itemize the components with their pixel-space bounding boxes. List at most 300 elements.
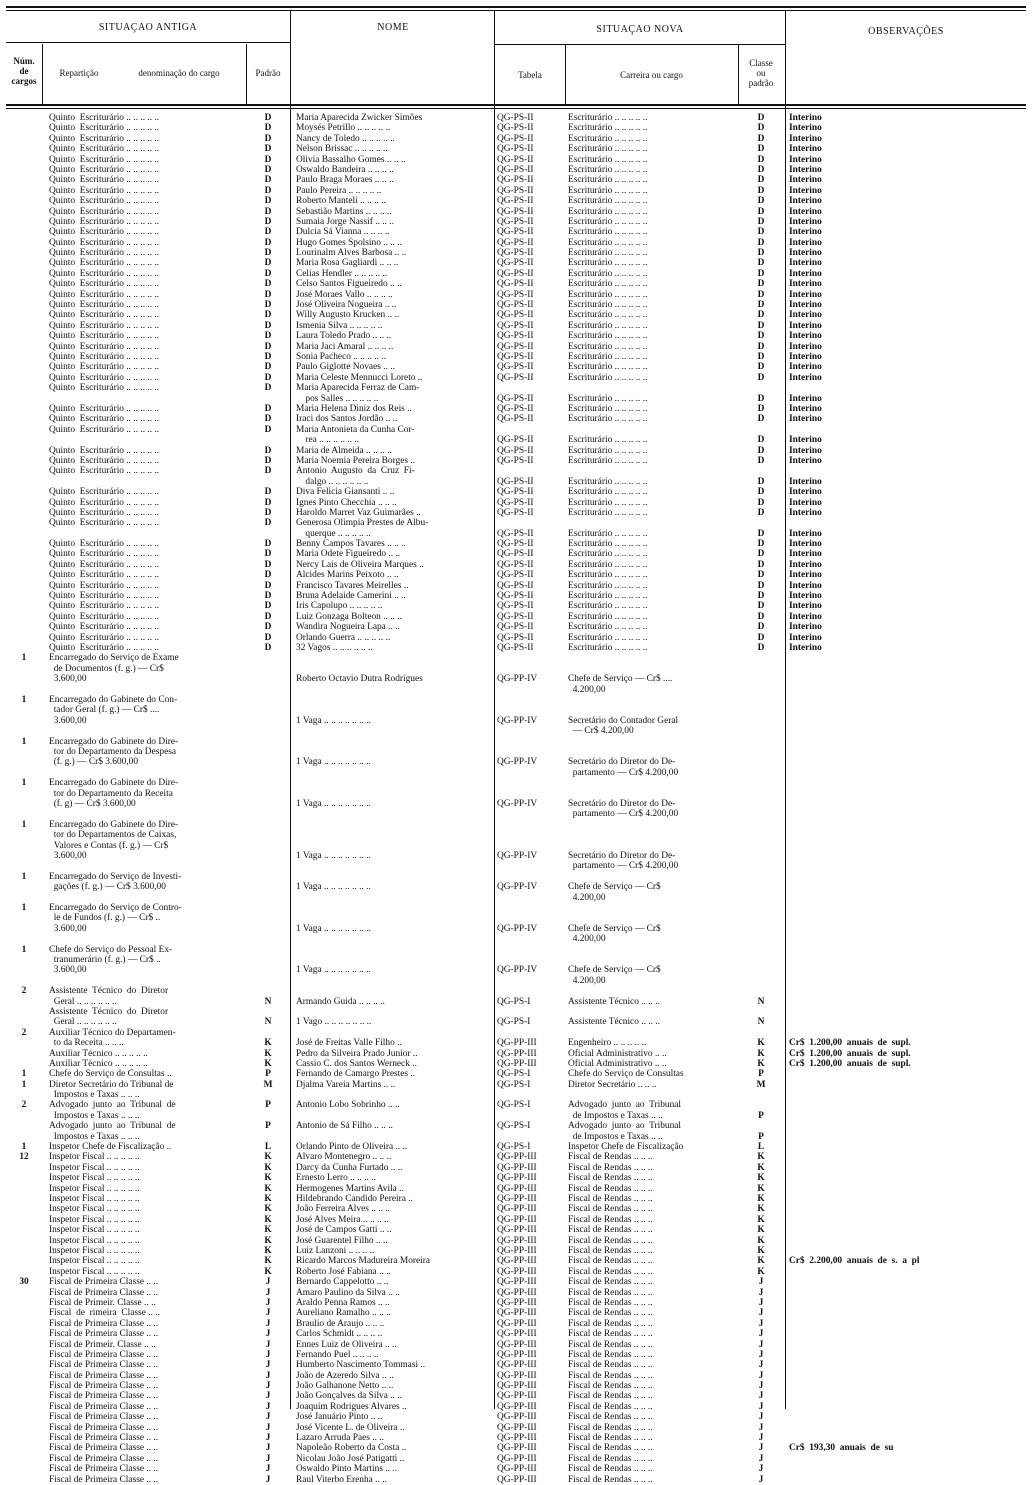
num-cargos-cell: 1 — [21, 1069, 27, 1080]
carreira-cell: Escriturário .. .. .. .. .. — [568, 549, 648, 560]
cargo-cell: Assistente Técnico do Diretor Geral .. .. .. .. .. .. — [49, 986, 169, 1007]
padrao-cell: D — [264, 642, 272, 653]
classe-cell: J — [758, 1474, 764, 1485]
nome-cell: Wandira Nogueira Lapa .. .. — [296, 622, 400, 633]
tabela-cell: QG-PS-I — [497, 1079, 531, 1090]
observacao-cell: Interino — [789, 279, 822, 290]
padrao-cell: J — [265, 1339, 271, 1350]
tabela-cell: QG-PS-II — [497, 268, 534, 279]
subheader-tabela: Tabela — [518, 70, 542, 80]
tabela-cell: QG-PP-III — [497, 1058, 537, 1069]
subheader-divider-right — [495, 44, 785, 45]
table-row — [0, 144, 1032, 154]
carreira-cell: Fiscal de Rendas .. .. .. — [568, 1433, 653, 1444]
cargo-cell: Advogado junto ao Tribunal de Impostos e Taxas .. .. .. — [49, 1121, 176, 1142]
padrao-cell: K — [264, 1162, 272, 1173]
carreira-cell: Escriturário .. .. .. .. .. — [568, 528, 648, 539]
nome-cell: Bernardo Cappelotto .. .. — [296, 1277, 389, 1288]
tabela-cell: QG-PS-I — [497, 1121, 531, 1132]
table-row — [0, 352, 1032, 362]
carreira-cell: Escriturário .. .. .. .. .. — [568, 237, 648, 248]
cargo-cell: Quinto Escriturário .. .. .. .. .. — [49, 611, 160, 622]
nome-cell: Dulcia Sá Vianna .. .. .. .. — [296, 227, 390, 238]
nome-cell: Orlando Pinto de Oliveira .. .. — [296, 1142, 408, 1153]
classe-cell: K — [757, 1245, 765, 1256]
cargo-cell: Quinto Escriturário .. .. .. .. .. — [49, 591, 160, 602]
classe-cell: K — [757, 1038, 765, 1049]
carreira-cell: Escriturário .. .. .. .. .. — [568, 642, 648, 653]
carreira-cell: Fiscal de Rendas .. .. .. — [568, 1194, 653, 1205]
cargo-cell: Fiscal de Primeira Classe .. .. — [49, 1318, 159, 1329]
observacao-cell: Interino — [789, 487, 822, 498]
tabela-cell: QG-PS-II — [497, 403, 534, 414]
nome-cell: José Alves Meira .. .. .. .. — [296, 1214, 389, 1225]
nome-cell: Paulo Giglotte Novaes .. .. — [296, 362, 395, 373]
classe-cell: J — [758, 1453, 764, 1464]
tabela-cell: QG-PS-II — [497, 113, 534, 123]
table-row — [0, 1100, 1032, 1121]
classe-cell: L — [757, 1142, 765, 1153]
cargo-cell: Fiscal de Primeira Classe .. .. — [49, 1453, 159, 1464]
padrao-cell: J — [265, 1297, 271, 1308]
tabela-cell: QG-PS-II — [497, 351, 534, 362]
table-row — [0, 1475, 1032, 1485]
classe-cell: K — [757, 1256, 765, 1267]
tabela-cell: QG-PP-III — [497, 1412, 537, 1423]
cargo-cell: Quinto Escriturário .. .. .. .. .. — [49, 445, 160, 456]
nome-cell: Oswaldo Bandeira .. .. .. .. — [296, 164, 394, 175]
table-row — [0, 653, 1032, 695]
tabela-cell: QG-PS-II — [497, 372, 534, 383]
cargo-cell: Quinto Escriturário .. .. .. .. .. — [49, 196, 160, 207]
nome-cell: Diva Felicia Giansanti .. .. — [296, 487, 395, 498]
table-row — [0, 404, 1032, 414]
carreira-cell: Fiscal de Rendas .. .. .. — [568, 1339, 653, 1350]
cargo-cell: Quinto Escriturário .. .. .. .. .. — [49, 539, 160, 550]
classe-cell: K — [757, 1235, 765, 1246]
observacao-cell: Interino — [789, 289, 822, 300]
observacao-cell: Cr$ 1.200,00 anuais de supl. — [789, 1038, 911, 1049]
observacao-cell: Interino — [789, 196, 822, 207]
cargo-cell: Quinto Escriturário .. .. .. .. .. — [49, 403, 160, 414]
classe-cell: K — [757, 1162, 765, 1173]
padrao-cell: J — [265, 1464, 271, 1475]
padrao-cell: J — [265, 1453, 271, 1464]
carreira-cell: Escriturário .. .. .. .. .. — [568, 279, 648, 290]
classe-cell: N — [757, 1017, 765, 1028]
carreira-cell: Fiscal de Rendas .. .. .. — [568, 1162, 653, 1173]
padrao-cell: D — [264, 445, 272, 456]
num-cargos-cell: 2 — [21, 986, 27, 997]
classe-cell: D — [757, 601, 765, 612]
table-row — [0, 1391, 1032, 1401]
tabela-cell: QG-PS-II — [497, 289, 534, 300]
observacao-cell: Interino — [789, 507, 822, 518]
tabela-cell: QG-PP-III — [497, 1453, 537, 1464]
padrao-cell: D — [264, 227, 272, 238]
nome-cell: Alcides Marins Peixoto .. .. — [296, 570, 399, 581]
cargo-cell: Diretor Secretário do Tribunal de Impostos e Taxas .. .. .. — [49, 1079, 174, 1101]
padrao-cell: N — [264, 996, 272, 1007]
padrao-cell: K — [264, 1058, 272, 1069]
carreira-cell: Escriturário .. .. .. .. .. — [568, 133, 648, 144]
observacao-cell: Interino — [789, 445, 822, 456]
cargo-cell: Encarregado do Serviço de Investi- gações (f. g.) — Cr$ 3.600,00 — [49, 871, 182, 893]
padrao-cell: J — [265, 1318, 271, 1329]
nome-cell: 1 Vaga .. .. .. .. .. .. .. — [296, 715, 371, 726]
tabela-cell: QG-PP-III — [497, 1266, 537, 1277]
padrao-cell: K — [264, 1038, 272, 1049]
carreira-cell: Fiscal de Rendas .. .. .. — [568, 1204, 653, 1215]
padrao-cell: D — [264, 310, 272, 321]
nome-cell: Francisco Tavares Meirelles .. — [296, 580, 409, 591]
classe-cell: D — [757, 164, 765, 175]
tabela-cell: QG-PP-III — [497, 1256, 537, 1267]
padrao-cell: J — [265, 1443, 271, 1454]
nome-cell: Ricardo Marcos Madureira Moreira — [296, 1256, 431, 1267]
observacao-cell: Interino — [789, 497, 822, 508]
tabela-cell: QG-PP-III — [497, 1287, 537, 1298]
observacao-cell: Interino — [789, 113, 822, 123]
nome-cell: Armando Guida .. .. .. .. — [296, 996, 385, 1007]
table-row — [0, 778, 1032, 820]
cargo-cell: Inspetor Fiscal .. .. .. .. .. — [49, 1173, 140, 1184]
nome-cell: 1 Vaga .. .. .. .. .. .. .. — [296, 965, 371, 976]
padrao-cell: P — [265, 1121, 271, 1132]
tabela-cell: QG-PP-III — [497, 1433, 537, 1444]
classe-cell: M — [756, 1079, 766, 1090]
table-row — [0, 269, 1032, 279]
carreira-cell: Escriturário .. .. .. .. .. — [568, 216, 648, 227]
classe-cell: D — [757, 310, 765, 321]
carreira-cell: Assistente Técnico .. .. .. — [568, 1017, 660, 1028]
classe-cell: D — [757, 279, 765, 290]
tabela-cell: QG-PS-II — [497, 414, 534, 425]
cargo-cell: Fiscal de Primeira Classe .. .. — [49, 1474, 159, 1485]
carreira-cell: Fiscal de Rendas .. .. .. — [568, 1183, 653, 1194]
observacao-cell: Interino — [789, 258, 822, 269]
classe-cell: D — [757, 216, 765, 227]
cargo-cell: Fiscal de Primeira Classe .. .. — [49, 1391, 159, 1402]
nome-cell: José de Campos Gatti .. .. — [296, 1225, 392, 1236]
nome-cell: Sumaia Jorge Nassif .. .. .. — [296, 216, 394, 227]
subheader-classe: Classe ou padrão — [748, 58, 774, 88]
table-row — [0, 1173, 1032, 1183]
tabela-cell: QG-PS-II — [497, 528, 534, 539]
nome-cell: Antonio Augusto da Cruz Fi- dalgo .. .. .. .. .. .. — [296, 466, 415, 487]
table-row — [0, 1256, 1032, 1266]
cargo-cell: Quinto Escriturário .. .. .. .. .. — [49, 300, 160, 311]
nome-cell: 1 Vago .. .. .. .. .. .. .. — [296, 1017, 372, 1028]
carreira-cell: Escriturário .. .. .. .. .. — [568, 611, 648, 622]
num-cargos-cell: 1 — [21, 871, 27, 882]
num-cargos-cell: 2 — [21, 1027, 27, 1038]
table-row — [0, 737, 1032, 779]
tabela-cell: QG-PP-IV — [497, 882, 538, 893]
nome-cell: Hermogenes Martins Avila .. — [296, 1183, 404, 1194]
carreira-cell: Escriturário .. .. .. .. .. — [568, 393, 648, 404]
observacao-cell: Interino — [789, 414, 822, 425]
tabela-cell: QG-PS-II — [497, 570, 534, 581]
table-row — [0, 695, 1032, 737]
nome-cell: Hugo Gomes Spolsino .. .. .. — [296, 237, 402, 248]
padrao-cell: D — [264, 414, 272, 425]
carreira-cell: Escriturário .. .. .. .. .. — [568, 570, 648, 581]
observacao-cell: Interino — [789, 154, 822, 165]
table-row — [0, 1277, 1032, 1287]
padrao-cell: P — [265, 1100, 271, 1111]
nome-cell: 1 Vaga .. .. .. .. .. .. .. — [296, 882, 371, 893]
tabela-cell: QG-PS-II — [497, 601, 534, 612]
classe-cell: J — [758, 1401, 764, 1412]
subheader-num-cargos: Núm. de cargos — [11, 56, 37, 86]
nome-cell: Braulio de Araujo .. .. .. — [296, 1318, 385, 1329]
nome-cell: Maria Helena Diniz dos Reis .. — [296, 403, 412, 414]
tabela-cell: QG-PS-II — [497, 320, 534, 331]
cargo-cell: Quinto Escriturário .. .. .. .. .. — [49, 227, 160, 238]
observacao-cell: Interino — [789, 164, 822, 175]
carreira-cell: Escriturário .. .. .. .. .. — [568, 185, 648, 196]
carreira-cell: Escriturário .. .. .. .. .. — [568, 445, 648, 456]
table-row — [0, 165, 1032, 175]
table-row — [0, 1121, 1032, 1142]
classe-cell: P — [758, 1131, 764, 1142]
nome-cell: Lazaro Arruda Paes .. .. — [296, 1433, 384, 1444]
carreira-cell: Escriturário .. .. .. .. .. — [568, 351, 648, 362]
nome-cell: Haroldo Marret Vaz Guimarães .. — [296, 507, 421, 518]
carreira-cell: Chefe de Serviço — Cr$ 4.200,00 — [568, 923, 661, 945]
carreira-cell: Fiscal de Rendas .. .. .. — [568, 1277, 653, 1288]
header-bottom-rule-thin — [6, 108, 1026, 109]
padrao-cell: D — [264, 300, 272, 311]
padrao-cell: J — [265, 1329, 271, 1340]
carreira-cell: Fiscal de Rendas .. .. .. — [568, 1391, 653, 1402]
carreira-cell: Secretário do Contador Geral — Cr$ 4.200,00 — [568, 715, 679, 737]
carreira-cell: Chefe de Serviço — Cr$ .... 4.200,00 — [568, 674, 673, 695]
cargo-cell: Encarregado do Gabinete do Dire- tor do Departamento da Despesa (f. g.) — Cr$ 3.600,00 — [49, 736, 179, 768]
observacao-cell: Interino — [789, 632, 822, 643]
cargo-cell: Fiscal de Primeira Classe .. .. — [49, 1412, 159, 1423]
padrao-cell: D — [264, 455, 272, 466]
nome-cell: Aureliano Ramalho .. .. .. — [296, 1308, 391, 1319]
cargo-cell: Fiscal de Primeira Classe .. .. — [49, 1401, 159, 1412]
classe-cell: D — [757, 497, 765, 508]
cargo-cell: Quinto Escriturário .. .. .. .. .. — [49, 258, 160, 269]
table-row — [0, 1142, 1032, 1152]
tabela-cell: QG-PP-IV — [497, 965, 538, 976]
carreira-cell: Escriturário .. .. .. .. .. — [568, 435, 648, 446]
tabela-cell: QG-PP-IV — [497, 850, 538, 861]
nome-cell: Alvaro Montenegro .. .. .. — [296, 1152, 392, 1163]
observacao-cell: Interino — [789, 206, 822, 217]
cargo-cell: Quinto Escriturário .. .. .. .. .. — [49, 123, 160, 134]
carreira-cell: Escriturário .. .. .. .. .. — [568, 123, 648, 134]
cargo-cell: Fiscal de Primeir. Classe .. .. — [49, 1339, 156, 1350]
classe-cell: D — [757, 549, 765, 560]
nome-cell: Nercy Lais de Oliveira Marques .. — [296, 559, 424, 570]
padrao-cell: K — [264, 1173, 272, 1184]
nome-cell: Maria Noemia Pereira Borges .. — [296, 455, 416, 466]
classe-cell: J — [758, 1308, 764, 1319]
carreira-cell: Escriturário .. .. .. .. .. — [568, 580, 648, 591]
table-row — [0, 872, 1032, 903]
nome-cell: Luiz Lanzoni .. .. .. .. — [296, 1245, 375, 1256]
classe-cell: D — [757, 559, 765, 570]
cargo-cell: Quinto Escriturário .. .. .. .. .. — [49, 320, 160, 331]
tabela-cell: QG-PS-II — [497, 310, 534, 321]
padrao-cell: D — [264, 591, 272, 602]
observacao-cell: Cr$ 193,30 anuais de su — [789, 1443, 894, 1454]
nome-cell: Ignes Pinto Checchia .. .. .. — [296, 497, 397, 508]
table-row — [0, 217, 1032, 227]
carreira-cell: Escriturário .. .. .. .. .. — [568, 289, 648, 300]
nome-cell: Humberto Nascimento Tommasi .. — [296, 1360, 426, 1371]
padrao-cell: D — [264, 248, 272, 259]
header-bottom-rule — [6, 104, 1026, 106]
observacao-cell: Interino — [789, 362, 822, 373]
padrao-cell: D — [264, 518, 272, 529]
carreira-cell: Escriturário .. .. .. .. .. — [568, 403, 648, 414]
carreira-cell: Assistente Técnico .. .. .. — [568, 996, 660, 1007]
tabela-cell: QG-PP-III — [497, 1194, 537, 1205]
cargo-cell: Inspetor Fiscal .. .. .. .. .. — [49, 1235, 140, 1246]
cargo-cell: Encarregado do Serviço de Contro- le de Fundos (f. g.) — Cr$ .. 3.600,00 — [49, 902, 182, 934]
col-rule-num — [42, 44, 43, 104]
observacao-cell: Interino — [789, 611, 822, 622]
tabela-cell: QG-PP-III — [497, 1297, 537, 1308]
nome-cell: 1 Vaga .. .. .. .. .. .. .. — [296, 923, 371, 934]
table-row — [0, 1028, 1032, 1049]
nome-cell: Paulo Braga Moraes .. .. .. — [296, 175, 394, 186]
table-row — [0, 560, 1032, 570]
observacao-cell: Interino — [789, 237, 822, 248]
padrao-cell: K — [264, 1235, 272, 1246]
tabela-cell: QG-PS-II — [497, 487, 534, 498]
carreira-cell: Secretário do Diretor do De- partamento — Cr$ 4.200,00 — [568, 757, 679, 778]
cargo-cell: Chefe do Serviço de Consultas .. — [49, 1069, 172, 1080]
classe-cell: J — [758, 1381, 764, 1392]
padrao-cell: L — [264, 1142, 272, 1153]
cargo-cell: Auxiliar Técnico do Departamen- to da Receita .. .. .. — [49, 1027, 176, 1049]
cargo-cell: Fiscal de Primeira Classe .. .. — [49, 1422, 159, 1433]
cargo-cell: Fiscal de Primeira Classe .. .. — [49, 1381, 159, 1392]
header-nome: NOME — [377, 22, 409, 33]
padrao-cell: K — [264, 1266, 272, 1277]
tabela-cell: QG-PS-II — [497, 237, 534, 248]
cargo-cell: Quinto Escriturário .. .. .. .. .. — [49, 570, 160, 581]
classe-cell: D — [757, 528, 765, 539]
cargo-cell: Quinto Escriturário .. .. .. .. .. — [49, 237, 160, 248]
tabela-cell: QG-PS-II — [497, 497, 534, 508]
tabela-cell: QG-PS-II — [497, 591, 534, 602]
padrao-cell: D — [264, 133, 272, 144]
table-row — [0, 1204, 1032, 1214]
carreira-cell: Chefe do Serviço de Consultas — [568, 1069, 684, 1080]
observacao-cell: Interino — [789, 300, 822, 311]
padrao-cell: D — [264, 206, 272, 217]
carreira-cell: Fiscal de Rendas .. .. .. — [568, 1225, 653, 1236]
table-row — [0, 342, 1032, 352]
table-row — [0, 508, 1032, 518]
padrao-cell: D — [264, 237, 272, 248]
classe-cell: D — [757, 372, 765, 383]
table-row — [0, 238, 1032, 248]
tabela-cell: QG-PS-II — [497, 196, 534, 207]
padrao-cell: D — [264, 372, 272, 383]
tabela-cell: QG-PS-I — [497, 996, 531, 1007]
carreira-cell: Chefe de Serviço — Cr$ 4.200,00 — [568, 882, 661, 903]
padrao-cell: D — [264, 164, 272, 175]
carreira-cell: Fiscal de Rendas .. .. .. — [568, 1173, 653, 1184]
table-row — [0, 300, 1032, 310]
classe-cell: D — [757, 133, 765, 144]
cargo-cell: Quinto Escriturário .. .. .. .. .. — [49, 507, 160, 518]
nome-cell: Oswaldo Pinto Martins .. .. — [296, 1464, 398, 1475]
nome-cell: Antonio de Sá Filho .. .. .. — [296, 1121, 393, 1132]
table-row — [0, 1371, 1032, 1381]
padrao-cell: K — [264, 1214, 272, 1225]
padrao-cell: D — [264, 487, 272, 498]
padrao-cell: D — [264, 320, 272, 331]
cargo-cell: Fiscal de Primeira Classe .. .. — [49, 1443, 159, 1454]
nome-cell: José de Freitas Valle Filho .. — [296, 1038, 402, 1049]
observacao-cell: Interino — [789, 393, 822, 404]
carreira-cell: Escriturário .. .. .. .. .. — [568, 227, 648, 238]
observacao-cell: Cr$ 2.200,00 anuais de s. a pl — [789, 1256, 920, 1267]
carreira-cell: Escriturário .. .. .. .. .. — [568, 539, 648, 550]
table-row — [0, 643, 1032, 653]
carreira-cell: Fiscal de Rendas .. .. .. — [568, 1235, 653, 1246]
num-cargos-cell: 1 — [21, 694, 27, 705]
tabela-cell: QG-PP-IV — [497, 798, 538, 809]
cargo-cell: Fiscal de Primeir. Classe .. .. — [49, 1297, 156, 1308]
classe-cell: D — [757, 622, 765, 633]
nome-cell: Roberto José Fabiana .. .. — [296, 1266, 391, 1277]
classe-cell: K — [757, 1058, 765, 1069]
cargo-cell: Quinto Escriturário .. .. .. .. .. — [49, 133, 160, 144]
tabela-cell: QG-PP-III — [497, 1422, 537, 1433]
nome-cell: Iris Capolupo .. .. .. .. .. — [296, 601, 383, 612]
carreira-cell: Advogado junto ao Tribunal de Impostos e Taxas .. .. — [568, 1100, 682, 1121]
classe-cell: J — [758, 1339, 764, 1350]
tabela-cell: QG-PS-II — [497, 300, 534, 311]
padrao-cell: D — [264, 383, 272, 394]
padrao-cell: D — [264, 258, 272, 269]
tabela-cell: QG-PP-III — [497, 1474, 537, 1485]
header-observacoes: OBSERVAÇÕES — [868, 26, 944, 37]
cargo-cell: Inspetor Fiscal .. .. .. .. .. — [49, 1225, 140, 1236]
nome-cell: Maria de Almeida .. .. .. .. — [296, 445, 392, 456]
nome-cell: Maria Antonieta da Cunha Cor- rea .. .. .. .. .. .. — [296, 424, 415, 446]
nome-cell: Moysés Petrillo .. .. .. .. .. — [296, 123, 391, 134]
cargo-cell: Inspetor Chefe de Fiscalização .. — [49, 1142, 172, 1153]
table-row — [0, 1069, 1032, 1079]
table-row — [0, 414, 1032, 424]
cargo-cell: Quinto Escriturário .. .. .. .. .. — [49, 341, 160, 352]
tabela-cell: QG-PP-III — [497, 1225, 537, 1236]
carreira-cell: Fiscal de Rendas .. .. .. — [568, 1318, 653, 1329]
tabela-cell: QG-PP-III — [497, 1245, 537, 1256]
cargo-cell: Quinto Escriturário .. .. .. .. .. — [49, 351, 160, 362]
num-cargos-cell: 1 — [21, 944, 27, 955]
padrao-cell: M — [263, 1079, 273, 1090]
tabela-cell: QG-PP-III — [497, 1339, 537, 1350]
padrao-cell: J — [265, 1360, 271, 1371]
table-row — [0, 633, 1032, 643]
cargo-cell: Encarregado do Serviço de Exame de Documentos (f. g.) — Cr$ 3.600,00 — [49, 653, 179, 685]
table-row — [0, 207, 1032, 217]
tabela-cell: QG-PP-III — [497, 1360, 537, 1371]
